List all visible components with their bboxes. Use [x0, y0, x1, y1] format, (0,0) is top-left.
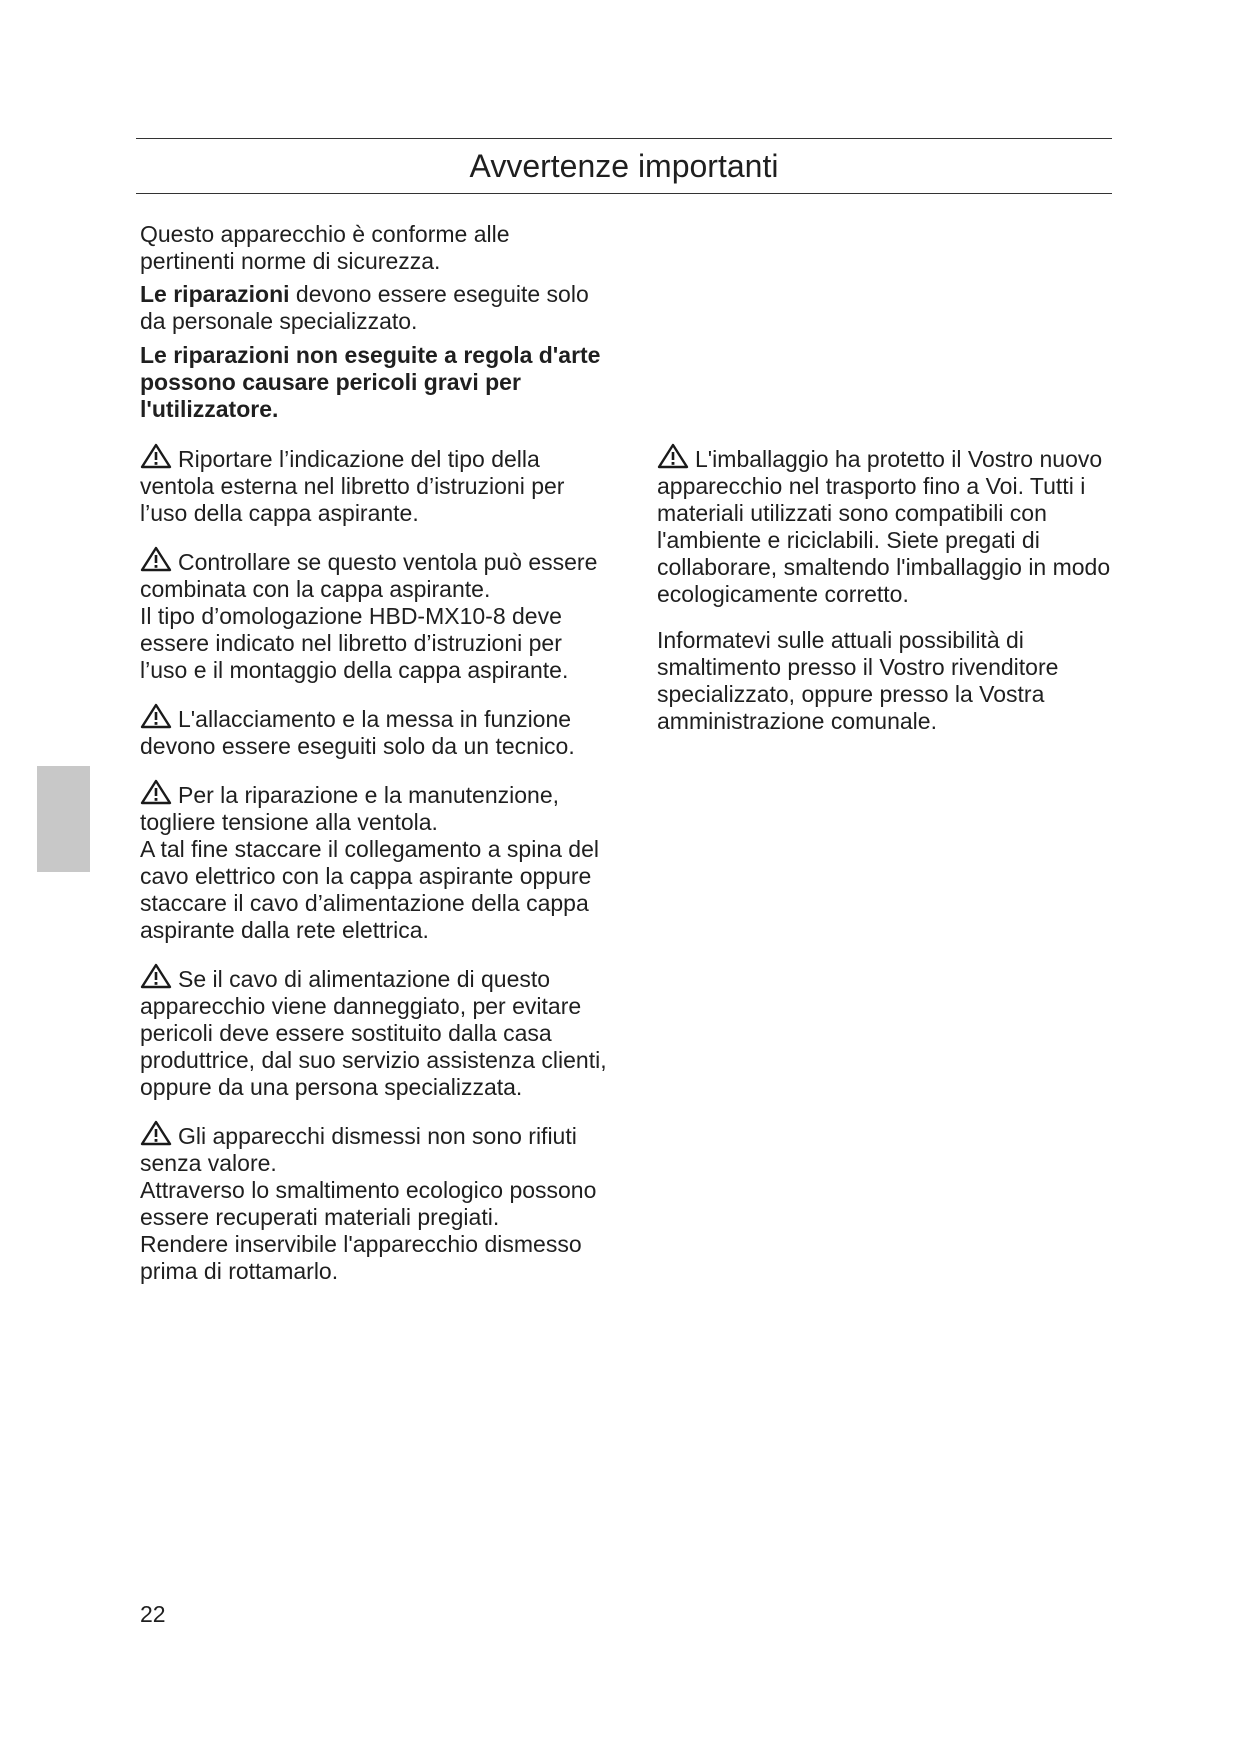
warning-item: [140, 779, 610, 944]
warning-item: [140, 963, 610, 1101]
warning-line: Il tipo d’omologazione HBD-MX10-8 deve essere indicato nel libretto d’istruzioni per l’uso e il montaggio della cappa aspirante.: [140, 603, 569, 683]
warning-line: A tal fine staccare il collegamento a spina del cavo elettrico con la cappa aspirante oppure staccare il cavo d’alimentazione della cappa aspirante dalla rete elettrica.: [140, 836, 599, 943]
intro-repairs-rest: devono essere eseguite solo da personale specializzato.: [140, 281, 589, 334]
warning-triangle-icon: [140, 546, 172, 572]
warnings-list: [140, 443, 610, 1285]
intro-danger-warning: Le riparazioni non eseguite a regola d'arte possono causare pericoli gravi per l'utilizzatore.: [140, 342, 601, 422]
right-column: [657, 443, 1117, 735]
warning-line: Rendere inservibile l'apparecchio dismesso prima di rottamarlo.: [140, 1231, 582, 1284]
header-rule-top: [136, 138, 1112, 139]
warning-item: [140, 443, 610, 527]
left-column: [140, 221, 610, 1304]
warning-line: Riportare l’indicazione del tipo della ventola esterna nel libretto d’istruzioni per l’uso della cappa aspirante.: [140, 446, 565, 526]
warning-triangle-icon: [140, 1120, 172, 1146]
warning-triangle-icon: [140, 703, 172, 729]
warning-item: [140, 546, 610, 684]
warning-item: [140, 703, 610, 760]
warning-line: Attraverso lo smaltimento ecologico possono essere recuperati materiali pregiati.: [140, 1177, 597, 1230]
warning-triangle-icon: [657, 443, 689, 469]
section-tab-marker: [37, 766, 90, 872]
page-title: Avvertenze importanti: [469, 148, 779, 184]
intro-repairs: [140, 281, 610, 335]
warning-line: Per la riparazione e la manutenzione, togliere tensione alla ventola.: [140, 782, 560, 835]
disposal-paragraph: Informatevi sulle attuali possibilità di smaltimento presso il Vostro rivenditore specializzato, oppure presso la Vostra amministrazione comunale.: [657, 627, 1059, 734]
warning-item: [140, 1120, 610, 1285]
warning-line: L'allacciamento e la messa in funzione devono essere eseguiti solo da un tecnico.: [140, 706, 575, 759]
warning-triangle-icon: [140, 443, 172, 469]
warning-triangle-icon: [140, 779, 172, 805]
page-number: 22: [140, 1601, 166, 1627]
packaging-paragraph: [657, 443, 1117, 608]
warning-line: Gli apparecchi dismessi non sono rifiuti senza valore.: [140, 1123, 577, 1176]
warning-line: Se il cavo di alimentazione di questo apparecchio viene danneggiato, per evitare pericoli deve essere sostituito dalla casa produttrice, dal suo servizio assistenza clienti, oppure da una persona specializzata.: [140, 966, 607, 1100]
warning-triangle-icon: [140, 963, 172, 989]
header-rule-bottom: [136, 193, 1112, 194]
packaging-text: L'imballaggio ha protetto il Vostro nuovo apparecchio nel trasporto fino a Voi. Tutti i materiali utilizzati sono compatibili con l'ambiente e riciclabili. Siete pregati di collaborare, smaltendo l'imballaggio in modo ecologicamente corretto.: [657, 446, 1111, 607]
intro-repairs-bold: Le riparazioni: [140, 281, 290, 307]
intro-conformity: Questo apparecchio è conforme alle pertinenti norme di sicurezza.: [140, 221, 510, 274]
warning-line: Controllare se questo ventola può essere combinata con la cappa aspirante.: [140, 549, 598, 602]
